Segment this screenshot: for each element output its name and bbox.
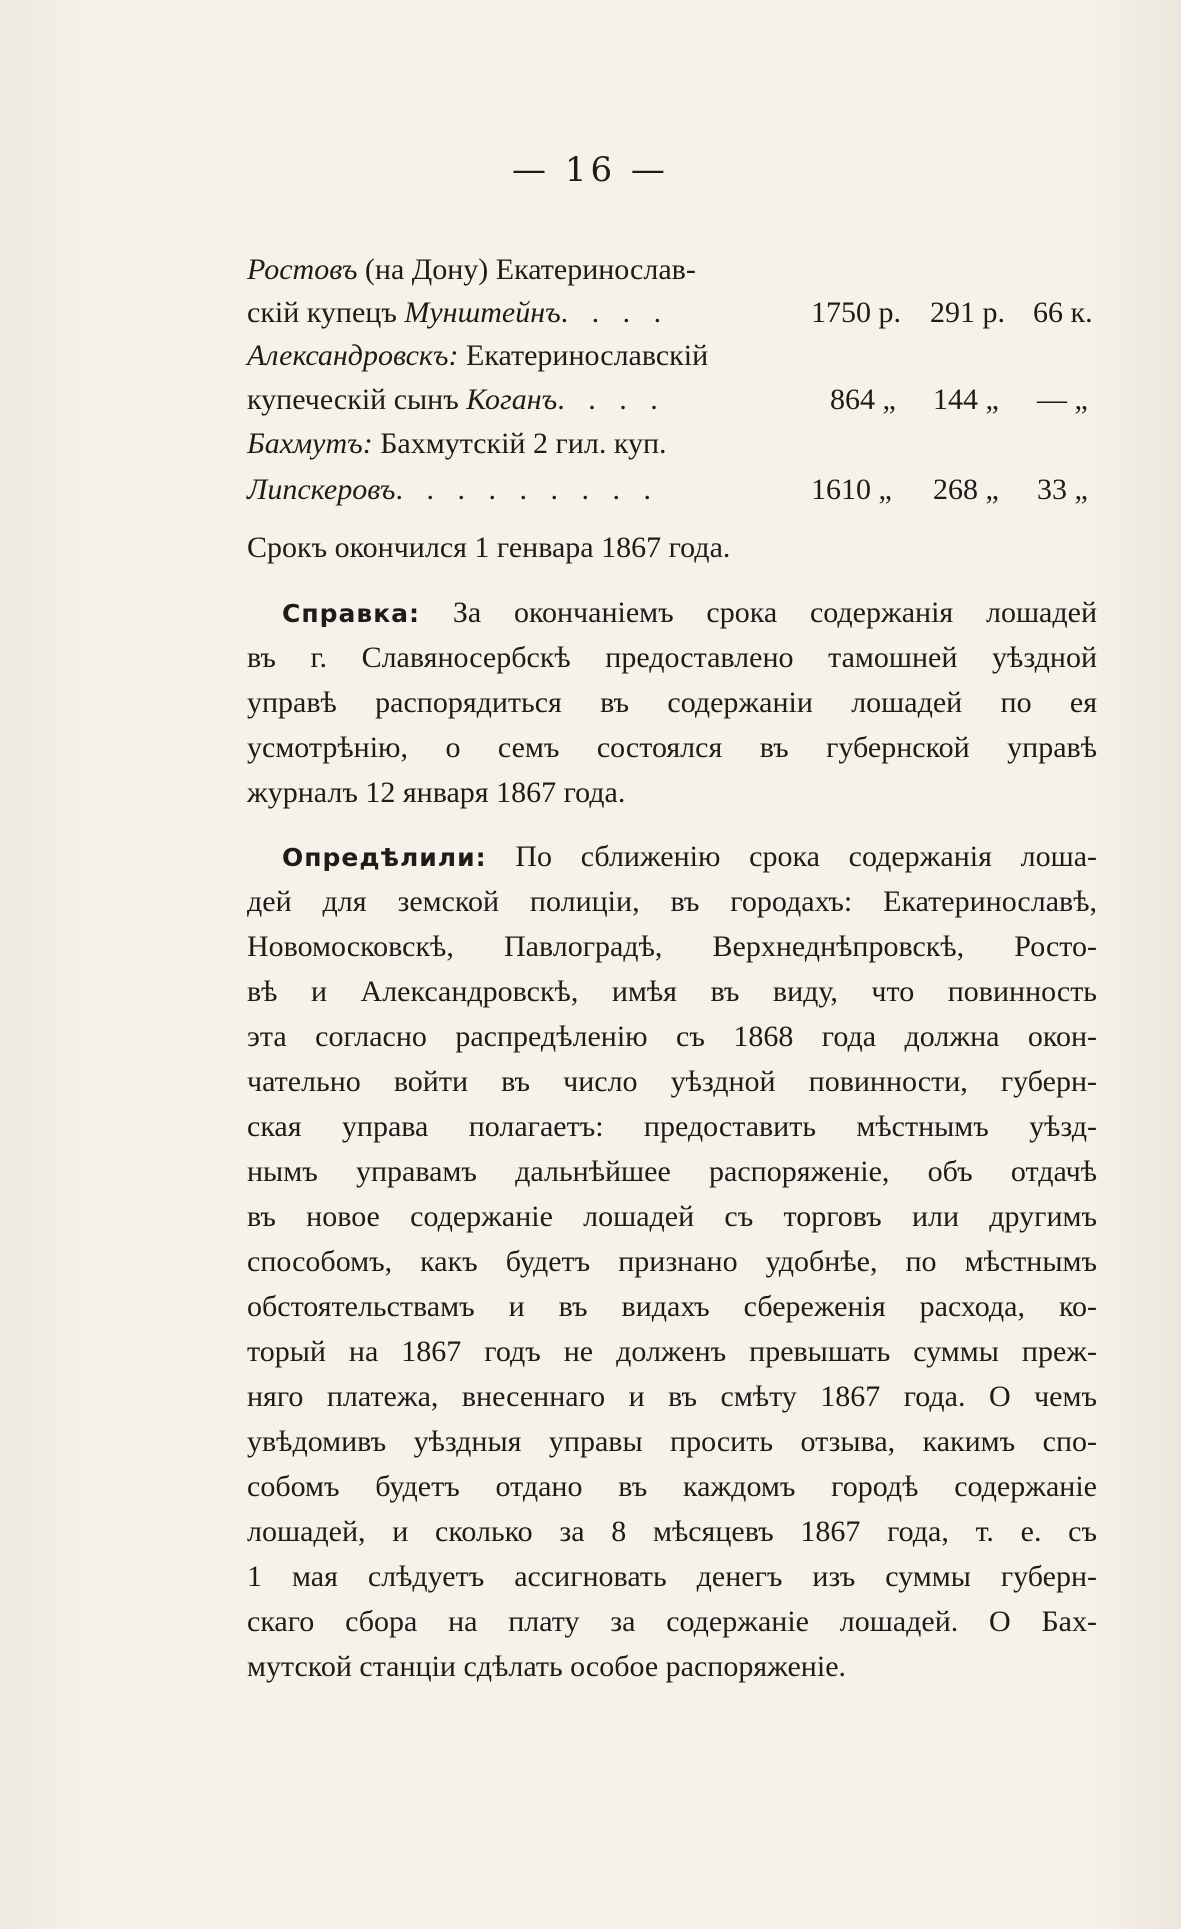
bakhmut-line-1-rest: Бахмутскій 2 гил. куп.: [372, 427, 667, 460]
amount-rubles-2: 144 „: [933, 383, 999, 416]
opredelili-line-6: чательно войти въ число уѣздной повинности, губерн-: [247, 1065, 1097, 1098]
spravka-line-1: [282, 593, 1097, 634]
opredelili-line-19: мутской станціи сдѣлать особое распоряженіе.: [247, 1650, 847, 1683]
spravka-text: За окончаніемъ срока содержанія лошадей: [452, 596, 1098, 629]
opredelili-line-16: лошадей, и сколько за 8 мѣсяцевъ 1867 года, т. е. съ: [247, 1515, 1097, 1548]
rostov-line-1: [247, 250, 1097, 290]
opredelili-line-12: торый на 1867 годъ не долженъ превышать суммы преж-: [247, 1335, 1097, 1368]
bakhmut-line-2: [247, 470, 1097, 510]
leader-dots: . . . . . . . . .: [395, 473, 659, 506]
rostov-line-1-rest: (на Дону) Екатеринослав-: [357, 253, 696, 286]
amount-rubles: 1750 р.: [811, 296, 901, 329]
aleksandrovsk-line-1-rest: Екатеринославскій: [458, 339, 709, 372]
term-ended-line: Срокъ окончился 1 генвара 1867 года.: [247, 531, 731, 564]
opredelili-line-17: 1 мая слѣдуетъ ассигновать денегъ изъ суммы губерн-: [247, 1560, 1097, 1593]
leader-dots: . . . .: [557, 383, 666, 416]
aleksandrovsk-line-2: [247, 380, 1097, 420]
opredelili-line-7: ская управа полагаетъ: предоставить мѣстнымъ уѣзд-: [247, 1110, 1097, 1143]
spravka-line-2: въ г. Славяносербскѣ предоставлено тамошней уѣздной: [247, 641, 1097, 674]
opredelili-line-2: дей для земской полиціи, въ городахъ: Екатеринославѣ,: [247, 885, 1097, 918]
opredelili-line-8: нымъ управамъ дальнѣйшее распоряженіе, объ отдачѣ: [247, 1155, 1097, 1188]
page-number: — 16 —: [512, 150, 669, 190]
opredelili-line-15: собомъ будетъ отдано въ каждомъ городѣ содержаніе: [247, 1470, 1097, 1503]
amount-kopecks: 66 к.: [1033, 296, 1093, 329]
amount-rubles: 864 „: [830, 383, 896, 416]
amount-rubles: 1610 „: [811, 473, 892, 506]
opredelili-line-13: няго платежа, внесеннаго и въ смѣту 1867 года. О чемъ: [247, 1380, 1097, 1413]
place-bakhmut: Бахмутъ:: [247, 427, 373, 460]
place-rostov: Ростовъ: [247, 253, 358, 286]
opredelili-line-4: вѣ и Александровскѣ, имѣя въ виду, что повинность: [247, 975, 1097, 1008]
spravka-line-4: усмотрѣнію, о семъ состоялся въ губернской управѣ: [247, 731, 1097, 764]
aleksandrovsk-line-1: [247, 336, 1097, 376]
amount-kopecks: 33 „: [1037, 473, 1088, 506]
opredelili-line-14: увѣдомивъ уѣздныя управы просить отзыва, какимъ спо-: [247, 1425, 1097, 1458]
rostov-line-2: [247, 293, 1097, 333]
opredelili-line-3: Новомосковскѣ, Павлоградѣ, Верхнеднѣпровскѣ, Росто-: [247, 930, 1097, 963]
leader-dots: . . . .: [560, 296, 670, 329]
place-aleksandrovsk: Александровскъ:: [247, 339, 459, 372]
aleksandrovsk-line-2-start: купеческій сынъ: [247, 383, 467, 416]
amount-rubles-2: 291 р.: [930, 296, 1005, 329]
spravka-line-3: управѣ распорядиться въ содержаніи лошадей по ея: [247, 686, 1097, 719]
amount-kopecks: — „: [1037, 383, 1088, 416]
opredelili-line-5: эта согласно распредѣленію съ 1868 года должна окон-: [247, 1020, 1097, 1053]
merchant-munshtein: Мунштейнъ: [404, 296, 561, 329]
rostov-line-2-start: скій купецъ: [247, 296, 405, 329]
opredelili-line-10: способомъ, какъ будетъ признано удобнѣе, по мѣстнымъ: [247, 1245, 1097, 1278]
opredelili-line-18: скаго сбора на плату за содержаніе лошадей. О Бах-: [247, 1605, 1097, 1638]
merchant-kogan: Коганъ: [466, 383, 558, 416]
opredelili-text: По сближенію срока содержанія лоша-: [515, 840, 1098, 873]
opredelili-line-1: [282, 837, 1097, 878]
merchant-lipskerov: Липскеровъ: [247, 473, 396, 506]
opredelili-label: Опредѣлили:: [282, 843, 487, 872]
opredelili-line-11: обстоятельствамъ и въ видахъ сбереженія расхода, ко-: [247, 1290, 1097, 1323]
bakhmut-line-1: [247, 424, 1097, 464]
spravka-label: Справка:: [282, 599, 421, 628]
opredelili-line-9: въ новое содержаніе лошадей съ торговъ или другимъ: [247, 1200, 1097, 1233]
amount-rubles-2: 268 „: [933, 473, 999, 506]
spravka-line-5: журналъ 12 января 1867 года.: [247, 776, 626, 809]
